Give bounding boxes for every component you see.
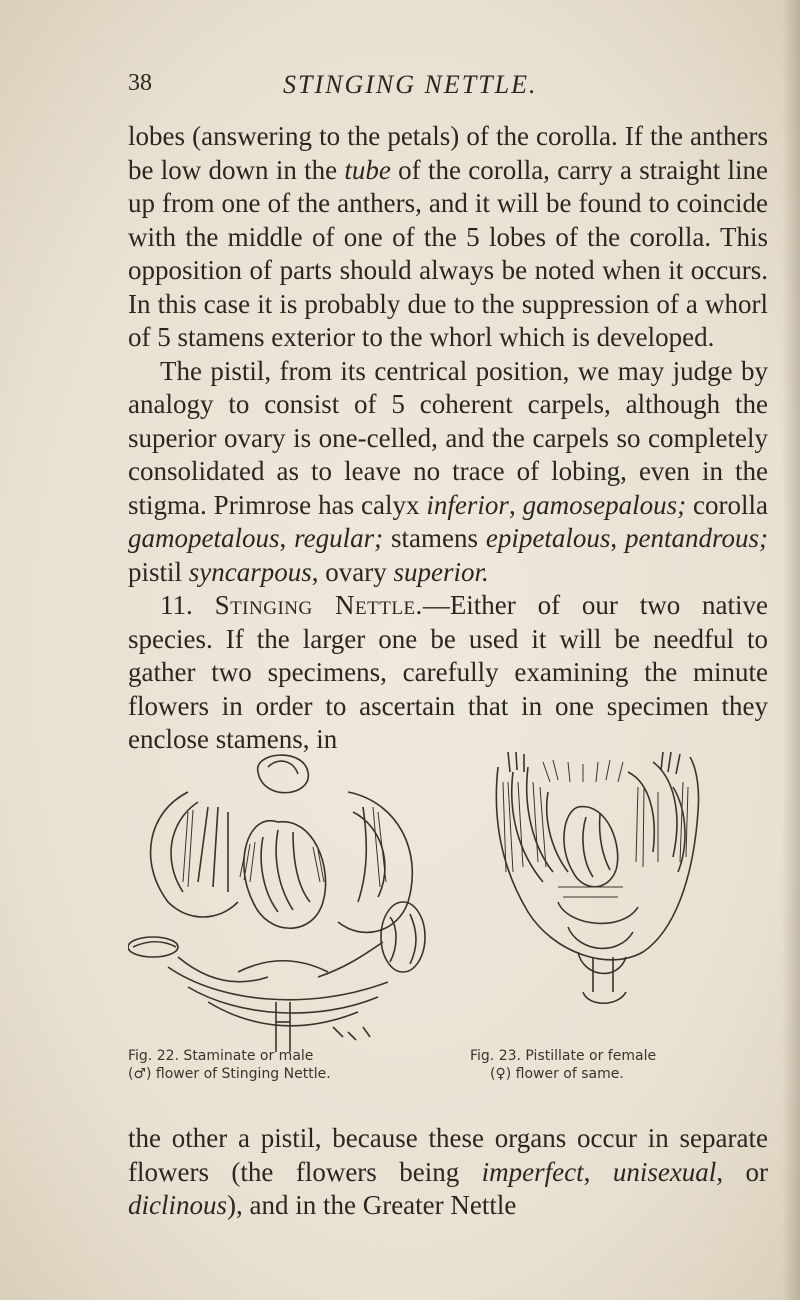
paragraph-2: [128, 355, 768, 590]
figure-23-caption-line2: (♀) flower of same.: [490, 1066, 624, 1082]
p4-italic-1: imperfect: [481, 1156, 584, 1187]
paragraph-1: [128, 120, 768, 355]
p2-italic-1: inferior: [426, 489, 509, 520]
p2-text-1: The pistil, from its centrical position, we may judge by analogy to consist of 5 coherent carpels, although the superior ovary is one-celled, and the carpels so completely consolidated as to leave no trace of lobing, even in the stigma. Primrose has calyx: [128, 355, 768, 520]
p4-italic-2: unisexual: [612, 1156, 717, 1187]
p2-italic-8: superior.: [393, 556, 489, 587]
page-header: [128, 70, 768, 110]
section-heading: Stinging Nettle.: [214, 590, 423, 620]
p2-text-2: ,: [508, 489, 523, 520]
figures-area: [128, 752, 768, 1082]
running-head: STINGING NETTLE.: [283, 70, 538, 99]
p3-text: —Either of our two native species. If the larger one be used it will be needful to gather two specimens, carefully examining the minute flowers in order to ascertain that in one specimen they enclose stamens, in: [128, 590, 768, 754]
p2-text-7: pistil: [128, 556, 189, 587]
p2-text-4: ,: [279, 523, 295, 553]
p4-text-4: ), and in the Greater Nettle: [227, 1190, 517, 1220]
paragraph-4: [128, 1122, 768, 1223]
figure-23-caption-line1: Fig. 23. Pistillate or female: [470, 1048, 657, 1064]
p1-text-2: of the corolla, carry a straight line up from one of the anthers, and it will be found to coincide with the middle of one of the 5 lobes of the corolla. This opposition of parts should always be noted when it occurs. In this case it is probably due to the suppression of a whorl of 5 stamens exterior to the whorl which is developed.: [128, 154, 768, 352]
p4-text-1: the other a pistil, because these organs occur in separate flowers (the flowers being: [128, 1123, 768, 1187]
p2-italic-2: gamosepalous;: [522, 489, 687, 520]
section-number: 11.: [160, 590, 193, 620]
p2-text-3: corolla: [686, 489, 769, 520]
page-edge-shadow: [782, 0, 800, 1300]
figure-22-caption-line2: (♂) flower of Stinging Nettle.: [128, 1066, 331, 1082]
figure-22: [128, 752, 448, 1083]
figure-22-caption: [128, 1047, 448, 1083]
p2-italic-3: gamopetalous: [128, 523, 280, 553]
figure-23-caption: [458, 1047, 768, 1083]
p2-text-5: stamens: [383, 523, 486, 553]
p1-text-1: lobes (answering to the petals) of the corolla. If the anthers be low down in the: [128, 121, 768, 185]
p2-text-6: ,: [610, 523, 626, 553]
figure-23: [458, 752, 768, 1083]
figure-22-caption-line1: Fig. 22. Staminate or male: [128, 1048, 314, 1064]
p4-italic-3: diclinous: [128, 1190, 227, 1220]
pistillate-flower-illustration: [458, 752, 768, 1052]
p2-text-8: , ovary: [311, 556, 394, 587]
staminate-flower-illustration: [128, 752, 448, 1052]
p4-text-3: , or: [716, 1156, 768, 1187]
body-text-bottom: [128, 1122, 768, 1223]
paragraph-3: [128, 589, 768, 757]
p2-italic-4: regular;: [294, 523, 384, 553]
p2-italic-5: epipetalous: [485, 523, 611, 553]
page-number: 38: [128, 70, 152, 96]
p2-italic-6: pentandrous;: [625, 523, 769, 553]
p1-italic-tube: tube: [344, 154, 391, 185]
p4-text-2: ,: [583, 1156, 613, 1187]
body-text-top: [128, 120, 768, 757]
p2-italic-7: syncarpous: [188, 556, 312, 587]
